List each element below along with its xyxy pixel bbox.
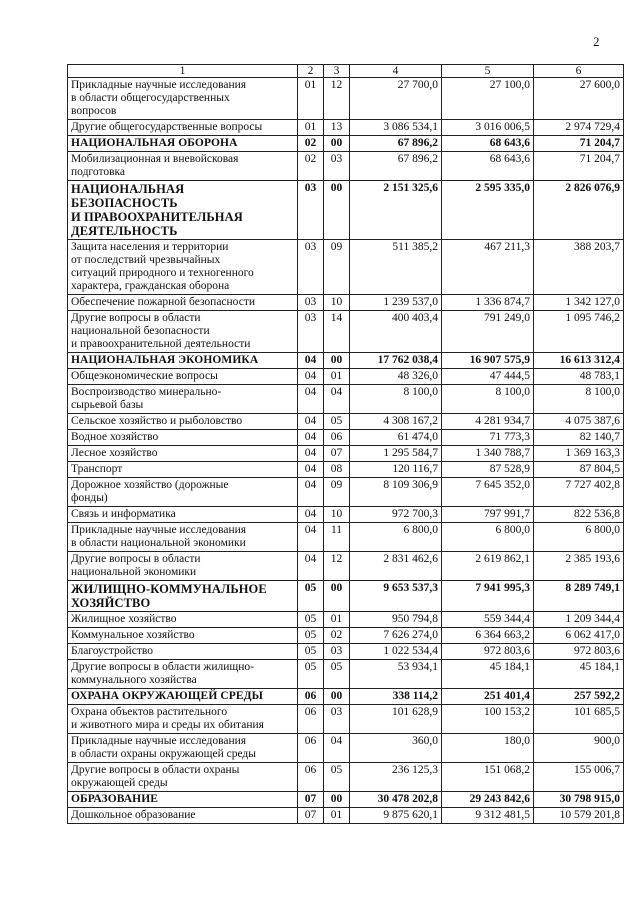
table-row xyxy=(68,808,624,824)
row-name-cell xyxy=(68,792,298,808)
value-year1-cell: 338 114,2 xyxy=(350,689,442,705)
value-year3-cell: 8 289 749,1 xyxy=(534,581,624,612)
value-year3-cell: 27 600,0 xyxy=(534,78,624,120)
value-year3-cell: 388 203,7 xyxy=(534,240,624,295)
row-name-cell xyxy=(68,478,298,507)
row-name-line: Другие вопросы в области xyxy=(71,312,201,324)
subsection-code-cell: 03 xyxy=(324,152,350,181)
value-year1-cell: 30 478 202,8 xyxy=(350,792,442,808)
row-name-cell xyxy=(68,385,298,414)
value-year1-cell: 1 295 584,7 xyxy=(350,446,442,462)
value-year3-cell: 900,0 xyxy=(534,734,624,763)
budget-table xyxy=(67,64,624,824)
row-name-line: Сельское хозяйство и рыболовство xyxy=(71,415,243,427)
row-name-line: Другие вопросы в области xyxy=(71,553,201,565)
subsection-code-cell: 12 xyxy=(324,552,350,581)
row-name-line: Другие общегосударственные вопросы xyxy=(71,121,263,133)
subsection-code-cell: 08 xyxy=(324,462,350,478)
table-row xyxy=(68,120,624,136)
subsection-code-cell: 13 xyxy=(324,120,350,136)
section-code-cell: 05 xyxy=(298,628,324,644)
value-year1-cell: 2 151 325,6 xyxy=(350,181,442,240)
value-year2-cell: 6 364 663,2 xyxy=(442,628,534,644)
value-year2-cell: 467 211,3 xyxy=(442,240,534,295)
subsection-code-cell: 00 xyxy=(324,792,350,808)
row-name-cell xyxy=(68,612,298,628)
table-row xyxy=(68,523,624,552)
value-year1-cell: 9 875 620,1 xyxy=(350,808,442,824)
row-name-cell xyxy=(68,295,298,311)
value-year1-cell: 48 326,0 xyxy=(350,369,442,385)
subsection-code-cell: 01 xyxy=(324,369,350,385)
row-name-line: Транспорт xyxy=(71,463,123,475)
value-year3-cell: 82 140,7 xyxy=(534,430,624,446)
value-year2-cell: 2 595 335,0 xyxy=(442,181,534,240)
value-year2-cell: 1 336 874,7 xyxy=(442,295,534,311)
value-year1-cell: 27 700,0 xyxy=(350,78,442,120)
value-year2-cell: 180,0 xyxy=(442,734,534,763)
row-name-line: Другие вопросы в области охраны xyxy=(71,764,240,776)
value-year2-cell: 4 281 934,7 xyxy=(442,414,534,430)
header-cell: 4 xyxy=(350,65,442,78)
row-name-cell xyxy=(68,369,298,385)
subsection-code-cell: 00 xyxy=(324,181,350,240)
value-year1-cell: 236 125,3 xyxy=(350,763,442,792)
value-year2-cell: 87 528,9 xyxy=(442,462,534,478)
table-row xyxy=(68,136,624,152)
value-year3-cell: 10 579 201,8 xyxy=(534,808,624,824)
value-year1-cell: 67 896,2 xyxy=(350,136,442,152)
table-row xyxy=(68,581,624,612)
section-code-cell: 04 xyxy=(298,369,324,385)
value-year2-cell: 29 243 842,6 xyxy=(442,792,534,808)
subsection-code-cell: 05 xyxy=(324,660,350,689)
value-year1-cell: 120 116,7 xyxy=(350,462,442,478)
subsection-code-cell: 01 xyxy=(324,612,350,628)
value-year3-cell: 4 075 387,6 xyxy=(534,414,624,430)
table-row xyxy=(68,152,624,181)
row-name-line: характера, гражданская оборона xyxy=(71,280,230,292)
value-year3-cell: 822 536,8 xyxy=(534,507,624,523)
row-name-line: Прикладные научные исследования xyxy=(71,79,247,91)
row-name-line: фонды) xyxy=(71,492,108,504)
section-code-cell: 06 xyxy=(298,689,324,705)
row-name-cell xyxy=(68,353,298,369)
section-code-cell: 04 xyxy=(298,430,324,446)
header-cell: 1 xyxy=(68,65,298,78)
value-year3-cell: 2 385 193,6 xyxy=(534,552,624,581)
row-name-cell xyxy=(68,152,298,181)
value-year2-cell: 7 645 352,0 xyxy=(442,478,534,507)
row-name-cell xyxy=(68,644,298,660)
value-year3-cell: 8 100,0 xyxy=(534,385,624,414)
row-name-line: Воспроизводство минерально- xyxy=(71,386,222,398)
row-name-line: Прикладные научные исследования xyxy=(71,524,247,536)
row-name-line: НАЦИОНАЛЬНАЯ xyxy=(71,182,185,196)
subsection-code-cell: 03 xyxy=(324,644,350,660)
header-cell: 2 xyxy=(298,65,324,78)
value-year2-cell: 47 444,5 xyxy=(442,369,534,385)
row-name-line: подготовка xyxy=(71,166,126,178)
value-year1-cell: 8 100,0 xyxy=(350,385,442,414)
header-cell: 6 xyxy=(534,65,624,78)
table-row xyxy=(68,705,624,734)
subsection-code-cell: 04 xyxy=(324,734,350,763)
section-code-cell: 04 xyxy=(298,478,324,507)
row-name-line: Прикладные научные исследования xyxy=(71,735,247,747)
section-code-cell: 06 xyxy=(298,763,324,792)
value-year3-cell: 1 209 344,4 xyxy=(534,612,624,628)
row-name-cell xyxy=(68,581,298,612)
row-name-line: в области охраны окружающей среды xyxy=(71,748,256,760)
value-year1-cell: 9 653 537,3 xyxy=(350,581,442,612)
row-name-line: национальной экономики xyxy=(71,566,197,578)
value-year2-cell: 68 643,6 xyxy=(442,152,534,181)
table-row xyxy=(68,763,624,792)
value-year1-cell: 4 308 167,2 xyxy=(350,414,442,430)
table-row xyxy=(68,295,624,311)
value-year1-cell: 3 086 534,1 xyxy=(350,120,442,136)
value-year3-cell: 1 342 127,0 xyxy=(534,295,624,311)
row-name-line: ДЕЯТЕЛЬНОСТЬ xyxy=(71,224,178,238)
row-name-line: Защита населения и территории xyxy=(71,241,229,253)
table-row xyxy=(68,414,624,430)
row-name-cell xyxy=(68,462,298,478)
table-row xyxy=(68,644,624,660)
table-row xyxy=(68,660,624,689)
table-row xyxy=(68,385,624,414)
row-name-line: Водное хозяйство xyxy=(71,431,159,443)
row-name-line: национальной безопасности xyxy=(71,325,210,337)
section-code-cell: 07 xyxy=(298,808,324,824)
row-name-cell xyxy=(68,689,298,705)
table-row xyxy=(68,181,624,240)
row-name-line: и животного мира и среды их обитания xyxy=(71,719,264,731)
row-name-cell xyxy=(68,414,298,430)
row-name-line: БЕЗОПАСНОСТЬ xyxy=(71,196,178,210)
section-code-cell: 02 xyxy=(298,136,324,152)
value-year1-cell: 6 800,0 xyxy=(350,523,442,552)
row-name-cell xyxy=(68,507,298,523)
table-row xyxy=(68,462,624,478)
subsection-code-cell: 00 xyxy=(324,581,350,612)
value-year3-cell: 2 826 076,9 xyxy=(534,181,624,240)
table-row xyxy=(68,430,624,446)
value-year2-cell: 2 619 862,1 xyxy=(442,552,534,581)
value-year1-cell: 61 474,0 xyxy=(350,430,442,446)
section-code-cell: 04 xyxy=(298,446,324,462)
table-row xyxy=(68,689,624,705)
row-name-line: Охрана объектов растительного xyxy=(71,706,228,718)
value-year3-cell: 6 800,0 xyxy=(534,523,624,552)
row-name-line: от последствий чрезвычайных xyxy=(71,254,221,266)
value-year1-cell: 1 239 537,0 xyxy=(350,295,442,311)
section-code-cell: 03 xyxy=(298,295,324,311)
table-row xyxy=(68,78,624,120)
value-year3-cell: 101 685,5 xyxy=(534,705,624,734)
section-code-cell: 07 xyxy=(298,792,324,808)
value-year2-cell: 1 340 788,7 xyxy=(442,446,534,462)
header-cell: 5 xyxy=(442,65,534,78)
value-year2-cell: 972 803,6 xyxy=(442,644,534,660)
value-year1-cell: 7 626 274,0 xyxy=(350,628,442,644)
row-name-line: НАЦИОНАЛЬНАЯ ЭКОНОМИКА xyxy=(71,354,259,366)
table-row xyxy=(68,734,624,763)
value-year1-cell: 400 403,4 xyxy=(350,311,442,353)
row-name-line: ОХРАНА ОКРУЖАЮЩЕЙ СРЕДЫ xyxy=(71,690,264,702)
value-year3-cell: 257 592,2 xyxy=(534,689,624,705)
row-name-line: НАЦИОНАЛЬНАЯ ОБОРОНА xyxy=(71,137,238,149)
table-row xyxy=(68,369,624,385)
section-code-cell: 04 xyxy=(298,462,324,478)
row-name-line: ЖИЛИЩНО-КОММУНАЛЬНОЕ xyxy=(71,582,267,596)
section-code-cell: 05 xyxy=(298,581,324,612)
subsection-code-cell: 07 xyxy=(324,446,350,462)
row-name-cell xyxy=(68,78,298,120)
subsection-code-cell: 04 xyxy=(324,385,350,414)
value-year2-cell: 791 249,0 xyxy=(442,311,534,353)
table-row xyxy=(68,446,624,462)
section-code-cell: 05 xyxy=(298,644,324,660)
value-year1-cell: 8 109 306,9 xyxy=(350,478,442,507)
value-year1-cell: 511 385,2 xyxy=(350,240,442,295)
subsection-code-cell: 01 xyxy=(324,808,350,824)
value-year2-cell: 8 100,0 xyxy=(442,385,534,414)
row-name-line: Обеспечение пожарной безопасности xyxy=(71,296,256,308)
value-year3-cell: 30 798 915,0 xyxy=(534,792,624,808)
table-row xyxy=(68,552,624,581)
subsection-code-cell: 11 xyxy=(324,523,350,552)
value-year3-cell: 1 095 746,2 xyxy=(534,311,624,353)
value-year2-cell: 6 800,0 xyxy=(442,523,534,552)
row-name-line: И ПРАВООХРАНИТЕЛЬНАЯ xyxy=(71,210,243,224)
value-year3-cell: 71 204,7 xyxy=(534,136,624,152)
subsection-code-cell: 00 xyxy=(324,353,350,369)
row-name-line: в области общегосударственных xyxy=(71,92,230,104)
table-row xyxy=(68,240,624,295)
row-name-cell xyxy=(68,734,298,763)
value-year1-cell: 17 762 038,4 xyxy=(350,353,442,369)
section-code-cell: 06 xyxy=(298,705,324,734)
value-year1-cell: 67 896,2 xyxy=(350,152,442,181)
subsection-code-cell: 09 xyxy=(324,478,350,507)
table-row xyxy=(68,507,624,523)
page-number: 2 xyxy=(593,34,600,49)
table-body xyxy=(68,78,624,824)
table-row xyxy=(68,792,624,808)
subsection-code-cell: 00 xyxy=(324,689,350,705)
value-year3-cell: 48 783,1 xyxy=(534,369,624,385)
value-year2-cell: 251 401,4 xyxy=(442,689,534,705)
subsection-code-cell: 09 xyxy=(324,240,350,295)
value-year1-cell: 1 022 534,4 xyxy=(350,644,442,660)
section-code-cell: 02 xyxy=(298,152,324,181)
value-year2-cell: 16 907 575,9 xyxy=(442,353,534,369)
subsection-code-cell: 00 xyxy=(324,136,350,152)
row-name-line: ситуаций природного и техногенного xyxy=(71,267,254,279)
value-year3-cell: 16 613 312,4 xyxy=(534,353,624,369)
value-year2-cell: 71 773,3 xyxy=(442,430,534,446)
row-name-cell xyxy=(68,660,298,689)
row-name-line: Связь и информатика xyxy=(71,508,176,520)
subsection-code-cell: 03 xyxy=(324,705,350,734)
subsection-code-cell: 10 xyxy=(324,507,350,523)
row-name-line: Жилищное хозяйство xyxy=(71,613,177,625)
section-code-cell: 04 xyxy=(298,385,324,414)
row-name-cell xyxy=(68,552,298,581)
value-year3-cell: 45 184,1 xyxy=(534,660,624,689)
subsection-code-cell: 05 xyxy=(324,414,350,430)
value-year3-cell: 155 006,7 xyxy=(534,763,624,792)
value-year2-cell: 151 068,2 xyxy=(442,763,534,792)
section-code-cell: 04 xyxy=(298,507,324,523)
row-name-cell xyxy=(68,430,298,446)
value-year2-cell: 797 991,7 xyxy=(442,507,534,523)
table-row xyxy=(68,353,624,369)
row-name-line: Другие вопросы в области жилищно- xyxy=(71,661,254,673)
section-code-cell: 04 xyxy=(298,353,324,369)
row-name-cell xyxy=(68,523,298,552)
row-name-line: Общеэкономические вопросы xyxy=(71,370,218,382)
table-row xyxy=(68,612,624,628)
value-year2-cell: 27 100,0 xyxy=(442,78,534,120)
value-year2-cell: 45 184,1 xyxy=(442,660,534,689)
value-year2-cell: 68 643,6 xyxy=(442,136,534,152)
row-name-cell xyxy=(68,705,298,734)
table-row xyxy=(68,628,624,644)
value-year2-cell: 3 016 006,5 xyxy=(442,120,534,136)
value-year3-cell: 6 062 417,0 xyxy=(534,628,624,644)
section-code-cell: 04 xyxy=(298,523,324,552)
value-year1-cell: 2 831 462,6 xyxy=(350,552,442,581)
section-code-cell: 03 xyxy=(298,181,324,240)
row-name-line: сырьевой базы xyxy=(71,399,144,411)
section-code-cell: 03 xyxy=(298,311,324,353)
row-name-line: коммунального хозяйства xyxy=(71,674,197,686)
row-name-cell xyxy=(68,240,298,295)
subsection-code-cell: 05 xyxy=(324,763,350,792)
section-code-cell: 04 xyxy=(298,414,324,430)
subsection-code-cell: 12 xyxy=(324,78,350,120)
row-name-line: Дорожное хозяйство (дорожные xyxy=(71,479,229,491)
table-row xyxy=(68,311,624,353)
row-name-line: вопросов xyxy=(71,105,117,117)
row-name-cell xyxy=(68,808,298,824)
row-name-line: в области национальной экономики xyxy=(71,537,246,549)
row-name-line: Дошкольное образование xyxy=(71,809,196,821)
value-year3-cell: 2 974 729,4 xyxy=(534,120,624,136)
subsection-code-cell: 06 xyxy=(324,430,350,446)
row-name-line: Мобилизационная и вневойсковая xyxy=(71,153,239,165)
section-code-cell: 01 xyxy=(298,78,324,120)
row-name-cell xyxy=(68,628,298,644)
row-name-cell xyxy=(68,120,298,136)
value-year1-cell: 972 700,3 xyxy=(350,507,442,523)
value-year3-cell: 87 804,5 xyxy=(534,462,624,478)
row-name-cell xyxy=(68,446,298,462)
section-code-cell: 06 xyxy=(298,734,324,763)
value-year3-cell: 7 727 402,8 xyxy=(534,478,624,507)
section-code-cell: 05 xyxy=(298,660,324,689)
value-year1-cell: 101 628,9 xyxy=(350,705,442,734)
subsection-code-cell: 14 xyxy=(324,311,350,353)
row-name-line: Коммунальное хозяйство xyxy=(71,629,195,641)
header-cell: 3 xyxy=(324,65,350,78)
value-year3-cell: 71 204,7 xyxy=(534,152,624,181)
row-name-cell xyxy=(68,181,298,240)
value-year1-cell: 950 794,8 xyxy=(350,612,442,628)
value-year3-cell: 972 803,6 xyxy=(534,644,624,660)
row-name-line: Лесное хозяйство xyxy=(71,447,158,459)
row-name-line: окружающей среды xyxy=(71,777,168,789)
row-name-line: ОБРАЗОВАНИЕ xyxy=(71,793,159,805)
value-year2-cell: 559 344,4 xyxy=(442,612,534,628)
row-name-cell xyxy=(68,136,298,152)
value-year1-cell: 53 934,1 xyxy=(350,660,442,689)
section-code-cell: 03 xyxy=(298,240,324,295)
row-name-line: и правоохранительной деятельности xyxy=(71,338,251,350)
row-name-line: Благоустройство xyxy=(71,645,153,657)
value-year2-cell: 9 312 481,5 xyxy=(442,808,534,824)
value-year2-cell: 100 153,2 xyxy=(442,705,534,734)
value-year1-cell: 360,0 xyxy=(350,734,442,763)
value-year2-cell: 7 941 995,3 xyxy=(442,581,534,612)
section-code-cell: 01 xyxy=(298,120,324,136)
section-code-cell: 04 xyxy=(298,552,324,581)
value-year3-cell: 1 369 163,3 xyxy=(534,446,624,462)
subsection-code-cell: 10 xyxy=(324,295,350,311)
row-name-line: ХОЗЯЙСТВО xyxy=(71,596,151,610)
section-code-cell: 05 xyxy=(298,612,324,628)
row-name-cell xyxy=(68,311,298,353)
subsection-code-cell: 02 xyxy=(324,628,350,644)
row-name-cell xyxy=(68,763,298,792)
header-row xyxy=(68,65,624,78)
table-row xyxy=(68,478,624,507)
